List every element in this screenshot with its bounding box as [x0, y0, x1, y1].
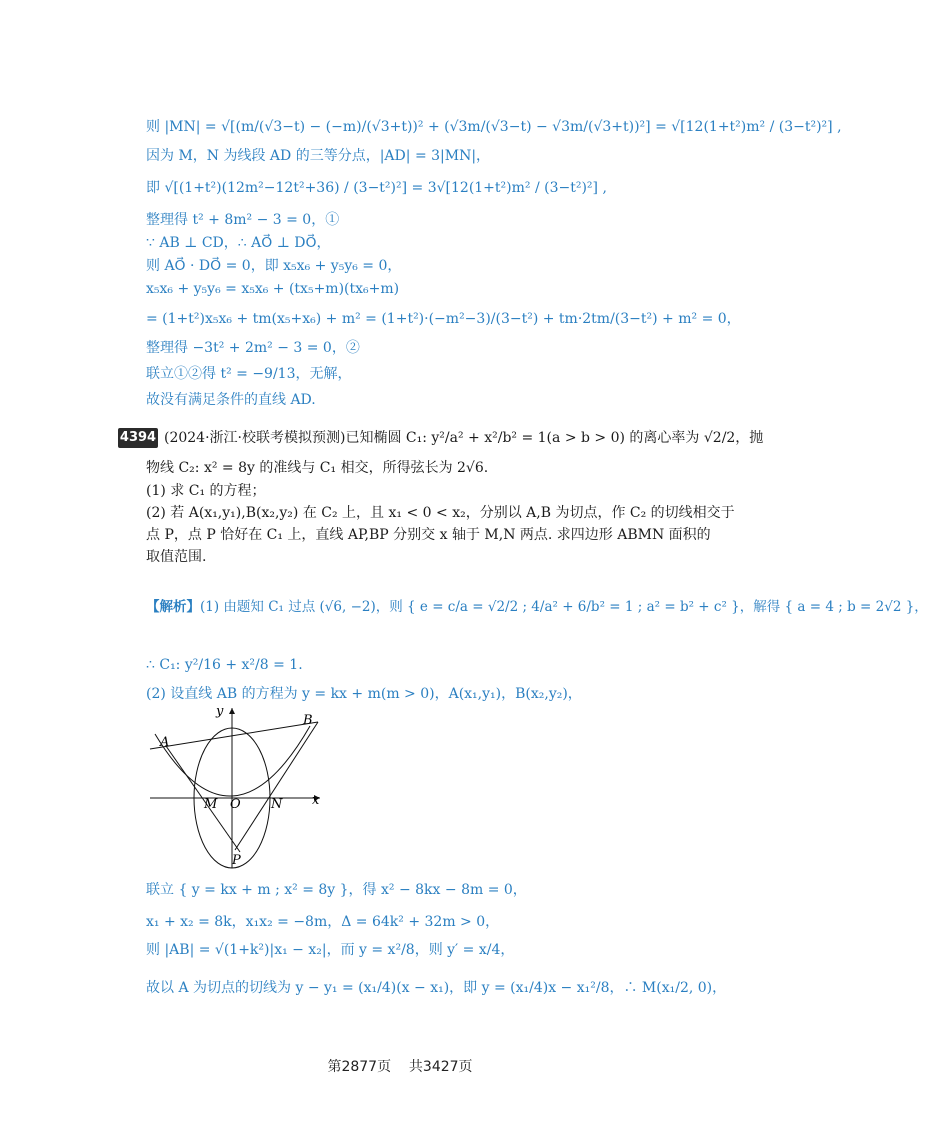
- solution-given-text: (1) 由题知 C₁ 过点 (√6, −2)，则 { e = c/a = √2/2 ; 4/a² + 6/b² = 1 ; a² = b² + c² }，解得 { a = 4 ; b = 2√2 }，: [200, 599, 928, 615]
- page-number: 第2877页: [327, 1059, 392, 1075]
- solution-line-perp: ∵ AB ⊥ CD，∴ AO⃗ ⊥ DO⃗，: [146, 235, 331, 251]
- label-y: y: [216, 704, 224, 719]
- problem-line-1: (2024·浙江·校联考模拟预测)已知椭圆 C₁: y²/a² + x²/b² = 1(a > b > 0) 的离心率为 √2/2，抛: [164, 430, 764, 446]
- chord-ab: [150, 722, 318, 749]
- solution-label: 【解析】: [146, 599, 200, 615]
- label-b: B: [303, 713, 313, 728]
- problem-question-2-line-2: 点 P，点 P 恰好在 C₁ 上，直线 AP,BP 分别交 x 轴于 M,N 两点. 求四边形 ABMN 面积的: [146, 527, 711, 543]
- tangent-bp: [235, 722, 318, 850]
- geometry-figure: [140, 700, 340, 870]
- solution-line-eq1: 整理得 t² + 8m² − 3 = 0，①: [146, 212, 340, 228]
- solution-line-expand: x₅x₆ + y₅y₆ = x₅x₆ + (tx₅+m)(tx₆+m): [146, 281, 400, 297]
- label-a: A: [160, 735, 170, 750]
- solution-line-mn: 则 |MN| = √[(m/(√3−t) − (−m)/(√3+t))² + (√3m/(√3−t) − √3m/(√3+t))²] = √[12(1+t²)m² / (3−t²)²] ,: [146, 119, 842, 135]
- problem-line-2: 物线 C₂: x² = 8y 的准线与 C₁ 相交，所得弦长为 2√6.: [146, 460, 489, 476]
- solution-tangent-line: 故以 A 为切点的切线为 y − y₁ = (x₁/4)(x − x₁)，即 y = (x₁/4)x − x₁²/8，∴ M(x₁/2, 0)，: [146, 980, 727, 996]
- solution-line-expand2: = (1+t²)x₅x₆ + tm(x₅+x₆) + m² = (1+t²)·(−m²−3)/(3−t²) + tm·2tm/(3−t²) + m² = 0，: [146, 311, 741, 327]
- solution-line-combine: 联立①②得 t² = −9/13，无解，: [146, 366, 352, 382]
- page-total: 共3427页: [408, 1059, 473, 1075]
- label-m: M: [204, 797, 218, 812]
- problem-number-badge: 4394: [118, 428, 158, 448]
- solution-line-ji: 即 √[(1+t²)(12m²−12t²+36) / (3−t²)²] = 3√[12(1+t²)m² / (3−t²)²] ,: [146, 180, 607, 196]
- problem-question-2-line-3: 取值范围.: [146, 549, 207, 565]
- label-x: x: [312, 793, 320, 808]
- label-p: P: [232, 853, 241, 868]
- solution-chord-line: 则 |AB| = √(1+k²)|x₁ − x₂|，而 y = x²/8，则 y′ = x/4，: [146, 942, 515, 958]
- tangent-ap: [166, 746, 240, 852]
- solution-given-line: [146, 597, 928, 617]
- solution-line-dot: 则 AO⃗ · DO⃗ = 0，即 x₅x₆ + y₅y₆ = 0，: [146, 258, 402, 274]
- label-o: O: [230, 797, 241, 812]
- solution-line-conclusion: 故没有满足条件的直线 AD.: [146, 392, 316, 408]
- problem-question-1: (1) 求 C₁ 的方程；: [146, 483, 266, 499]
- problem-question-2-line-1: (2) 若 A(x₁,y₁),B(x₂,y₂) 在 C₂ 上，且 x₁ < 0 < x₂，分别以 A,B 为切点，作 C₂ 的切线相交于: [146, 505, 735, 521]
- solution-vieta-line: x₁ + x₂ = 8k，x₁x₂ = −8m，Δ = 64k² + 32m > 0，: [146, 914, 500, 930]
- page-footer: [0, 1056, 800, 1076]
- solution-system-line: 联立 { y = kx + m ; x² = 8y }，得 x² − 8kx − 8m = 0，: [146, 882, 527, 898]
- solution-line-trisection: 因为 M，N 为线段 AD 的三等分点，|AD| = 3|MN|，: [146, 148, 491, 164]
- label-n: N: [271, 797, 283, 812]
- solution-ab-line: (2) 设直线 AB 的方程为 y = kx + m(m > 0)，A(x₁,y₁)，B(x₂,y₂)，: [146, 686, 582, 702]
- solution-c1-equation: ∴ C₁: y²/16 + x²/8 = 1.: [146, 657, 303, 673]
- solution-line-eq2: 整理得 −3t² + 2m² − 3 = 0，②: [146, 340, 360, 356]
